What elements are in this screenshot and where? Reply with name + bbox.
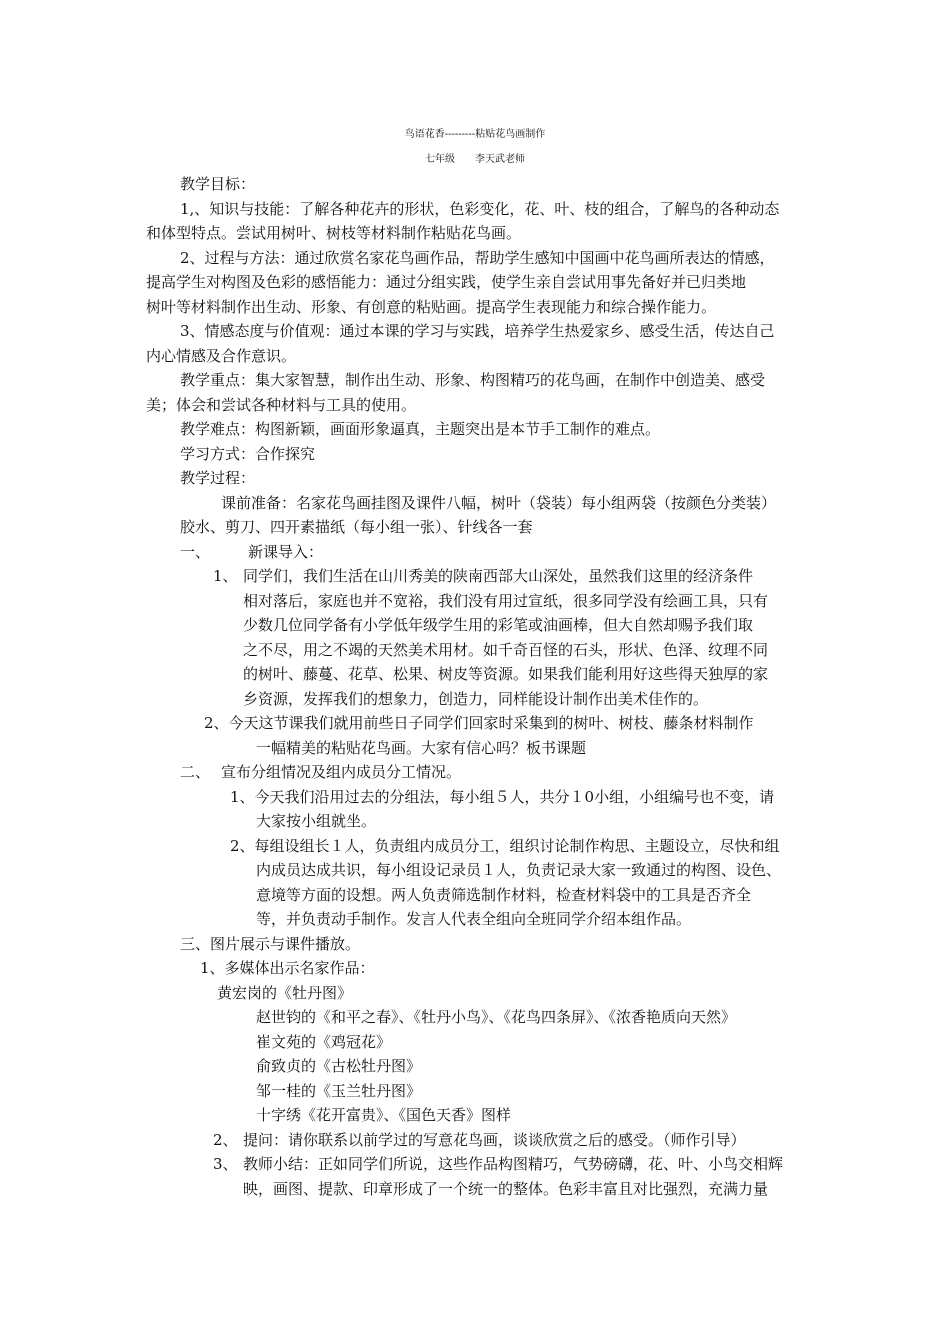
artwork-line: 俞致贞的《古松牡丹图》 — [256, 1057, 422, 1075]
section-1-item-1-line: 乡资源，发挥我们的想象力，创造力，同样能设计制作出美术佳作的。 — [243, 690, 709, 708]
section-1-item-1-line: 相对落后，家庭也并不宽裕，我们没有用过宣纸，很多同学没有绘画工具，只有 — [243, 592, 769, 610]
artwork-line: 十字绣《花开富贵》、《国色天香》图样 — [256, 1106, 512, 1124]
document-subtitle: 七年级 李天武老师 — [425, 154, 525, 165]
artwork-line: 崔文苑的《鸡冠花》 — [256, 1033, 392, 1051]
section-1-item-2-line: 一幅精美的粘贴花鸟画。大家有信心吗？板书课题 — [256, 739, 587, 757]
section-2-heading: 宣布分组情况及组内成员分工情况。 — [221, 763, 462, 781]
section-1-heading: 新课导入： — [248, 543, 324, 561]
prep-line: 课前准备：名家花鸟画挂图及课件八幅，树叶（袋装）每小组两袋（按颜色分类装） — [221, 494, 777, 512]
objective-2-line: 提高学生对构图及色彩的感悟能力：通过分组实践，使学生亲自尝试用事先备好并已归类地 — [146, 273, 747, 291]
section-2-item-1-line: 大家按小组就坐。 — [256, 812, 377, 830]
section-1-item-1-line: 的树叶、藤蔓、花草、松果、树皮等资源。如果我们能利用好这些得天独厚的家 — [243, 665, 769, 683]
artwork-line: 赵世钧的《和平之春》、《牡丹小鸟》、《花鸟四条屏》、《浓香艳质向天然》 — [256, 1008, 737, 1026]
objective-2-line: 树叶等材料制作出生动、形象、有创意的粘贴画。提高学生表现能力和综合操作能力。 — [146, 298, 717, 316]
section-2-item-2-line: 意境等方面的设想。两人负责筛选制作材料，检查材料袋中的工具是否齐全 — [256, 886, 752, 904]
objective-3-line: 内心情感及合作意识。 — [146, 347, 297, 365]
artwork-line: 邹一桂的《玉兰牡丹图》 — [256, 1082, 422, 1100]
section-1-number: 一、 — [180, 543, 211, 561]
section-3-item-2: 提问：请你联系以前学过的写意花鸟画，谈谈欣赏之后的感受。（师作引导） — [243, 1131, 746, 1149]
section-1-item-1-line: 同学们，我们生活在山川秀美的陕南西部大山深处，虽然我们这里的经济条件 — [243, 567, 754, 585]
section-3-heading: 三、图片展示与课件播放。 — [180, 935, 361, 953]
section-2-item-2-line: 等，并负责动手制作。发言人代表全组向全班同学介绍本组作品。 — [256, 910, 692, 928]
section-2-item-2-line: 内成员达成共识，每小组设记录员１人，负责记录大家一致通过的构图、设色、 — [256, 861, 782, 879]
objective-3-line: 3、情感态度与价值观：通过本课的学习与实践，培养学生热爱家乡、感受生活，传达自己 — [180, 322, 775, 340]
section-1-item-1-line: 少数几位同学备有小学低年级学生用的彩笔或油画棒，但大自然却赐予我们取 — [243, 616, 754, 634]
objective-2-line: 2、过程与方法：通过欣赏名家花鸟画作品，帮助学生感知中国画中花鸟画所表达的情感， — [180, 249, 775, 267]
section-1-item-2-line: 2、今天这节课我们就用前些日子同学们回家时采集到的树叶、树枝、藤条材料制作 — [204, 714, 754, 732]
section-1-item-1-number: 1、 — [213, 567, 238, 585]
method-line: 学习方式：合作探究 — [180, 445, 316, 463]
section-2-number: 二、 — [180, 763, 211, 781]
section-3-item-1: 1、多媒体出示名家作品： — [200, 959, 375, 977]
difficulty-line: 教学难点：构图新颖，画面形象逼真，主题突出是本节手工制作的难点。 — [180, 420, 661, 438]
section-3-item-3-number: 3、 — [213, 1155, 238, 1173]
key-point-line: 教学重点：集大家智慧，制作出生动、形象、构图精巧的花鸟画，在制作中创造美、感受 — [180, 371, 766, 389]
section-2-item-2-line: 2、每组设组长１人，负责组内成员分工，组织讨论制作构思、主题设立，尽快和组 — [230, 837, 780, 855]
objective-1-line: 1,、知识与技能：了解各种花卉的形状，色彩变化，花、叶、枝的组合，了解鸟的各种动态 — [180, 200, 780, 218]
prep-line: 胶水、剪刀、四开素描纸（每小组一张）、针线各一套 — [180, 518, 533, 536]
document-title: 鸟语花香---------粘贴花鸟画制作 — [404, 129, 546, 140]
objective-1-line: 和体型特点。尝试用树叶、树枝等材料制作粘贴花鸟画。 — [146, 224, 522, 242]
section-1-item-1-line: 之不尽，用之不竭的天然美术用材。如千奇百怪的石头，形状、色泽、纹理不同 — [243, 641, 769, 659]
section-3-item-3-line: 教师小结：正如同学们所说，这些作品构图精巧，气势磅礴，花、叶、小鸟交相辉 — [243, 1155, 784, 1173]
section-3-item-2-number: 2、 — [213, 1131, 238, 1149]
process-heading: 教学过程： — [180, 469, 256, 487]
section-3-item-3-line: 映，画图、提款、印章形成了一个统一的整体。色彩丰富且对比强烈，充满力量 — [243, 1180, 769, 1198]
key-point-line: 美；体会和尝试各种材料与工具的使用。 — [146, 396, 417, 414]
artwork-line: 黄宏岗的《牡丹图》 — [217, 984, 353, 1002]
section-2-item-1-line: 1、今天我们沿用过去的分组法，每小组５人，共分１0小组，小组编号也不变，请 — [230, 788, 775, 806]
objectives-heading: 教学目标： — [180, 175, 256, 193]
